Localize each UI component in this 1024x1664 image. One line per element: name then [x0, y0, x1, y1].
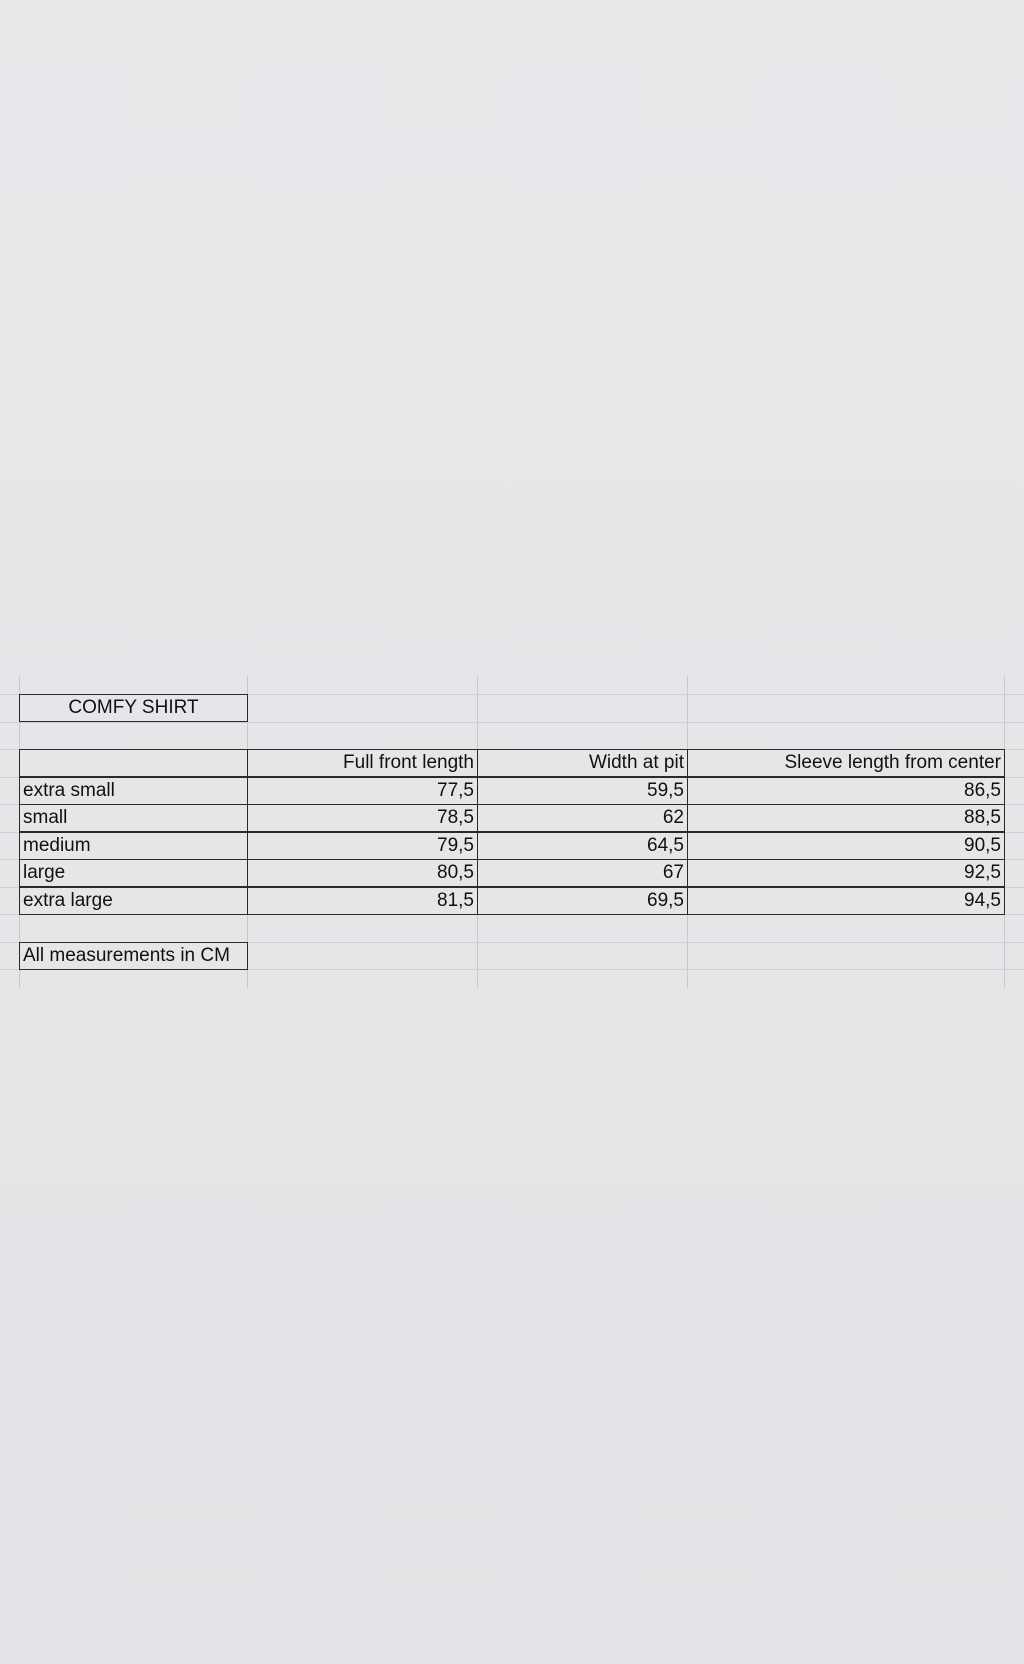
header-cell-size[interactable] [19, 749, 248, 777]
front-length-cell[interactable]: 81,5 [247, 887, 478, 915]
size-cell[interactable]: large [19, 859, 248, 887]
grid-row-line [0, 722, 1024, 723]
size-cell[interactable]: extra large [19, 887, 248, 915]
sleeve-length-cell[interactable]: 90,5 [687, 832, 1005, 860]
front-length-cell[interactable]: 78,5 [247, 804, 478, 832]
header-cell-width-at-pit[interactable]: Width at pit [477, 749, 688, 777]
sleeve-length-cell[interactable]: 94,5 [687, 887, 1005, 915]
sleeve-length-cell[interactable]: 92,5 [687, 859, 1005, 887]
size-cell[interactable]: extra small [19, 777, 248, 805]
sleeve-length-cell[interactable]: 88,5 [687, 804, 1005, 832]
size-cell[interactable]: medium [19, 832, 248, 860]
measurement-note[interactable]: All measurements in CM [19, 942, 248, 970]
width-at-pit-cell[interactable]: 69,5 [477, 887, 688, 915]
size-cell[interactable]: small [19, 804, 248, 832]
width-at-pit-cell[interactable]: 62 [477, 804, 688, 832]
width-at-pit-cell[interactable]: 67 [477, 859, 688, 887]
sleeve-length-cell[interactable]: 86,5 [687, 777, 1005, 805]
front-length-cell[interactable]: 79,5 [247, 832, 478, 860]
front-length-cell[interactable]: 77,5 [247, 777, 478, 805]
header-cell-sleeve-length[interactable]: Sleeve length from center [687, 749, 1005, 777]
front-length-cell[interactable]: 80,5 [247, 859, 478, 887]
header-cell-front-length[interactable]: Full front length [247, 749, 478, 777]
width-at-pit-cell[interactable]: 59,5 [477, 777, 688, 805]
sheet-title[interactable]: COMFY SHIRT [19, 694, 248, 722]
width-at-pit-cell[interactable]: 64,5 [477, 832, 688, 860]
